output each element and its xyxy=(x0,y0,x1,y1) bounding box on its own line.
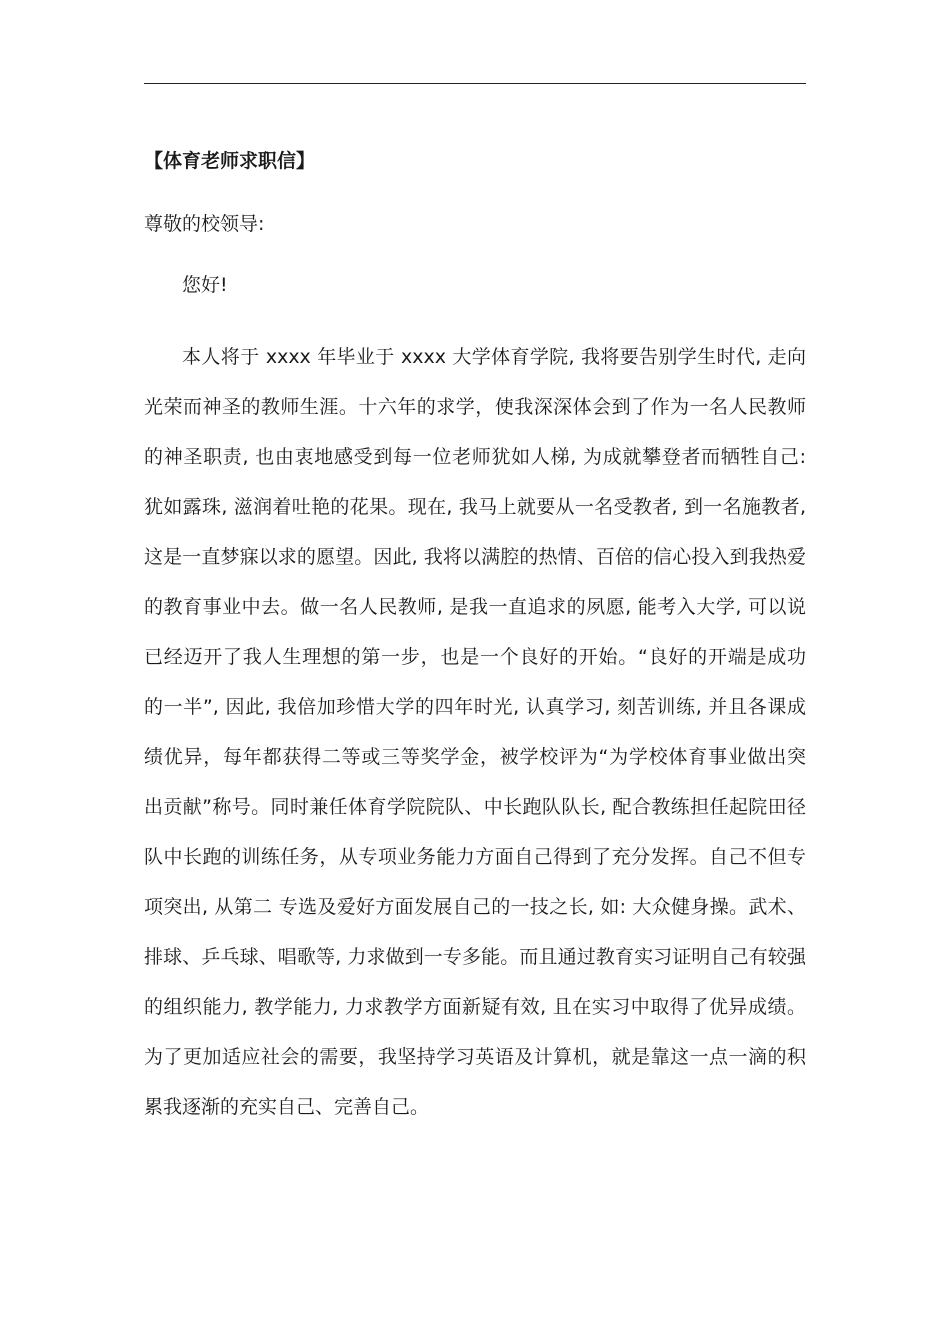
body-line: 这是一直梦寐以求的愿望。因此, 我将以满腔的热情、百倍的信心投入到我热爱 xyxy=(144,546,806,568)
body-line: 本人将于 xxxx 年毕业于 xxxx 大学体育学院, 我将要告别学生时代, 走向 xyxy=(182,346,806,368)
salutation: 尊敬的校领导: xyxy=(144,213,265,235)
body-line: 绩优异，每年都获得二等或三等奖学金，被学校评为“为学校体育事业做出突 xyxy=(144,746,806,768)
body-line: 的教育事业中去。做一名人民教师, 是我一直追求的夙愿, 能考入大学, 可以说 xyxy=(144,596,806,618)
header-rule xyxy=(144,83,806,84)
body-line: 光荣而神圣的教师生涯。十六年的求学，使我深深体会到了作为一名人民教师 xyxy=(144,396,806,418)
document-title: 【体育老师求职信】 xyxy=(144,150,316,172)
body-line: 已经迈开了我人生理想的第一步，也是一个良好的开始。“良好的开端是成功 xyxy=(144,646,806,668)
body-line: 排球、乒乓球、唱歌等, 力求做到一专多能。而且通过教育实习证明自己有较强 xyxy=(144,946,806,968)
body-line: 的神圣职责, 也由衷地感受到每一位老师犹如人梯, 为成就攀登者而牺牲自己: xyxy=(144,446,806,468)
body-line: 犹如露珠, 滋润着吐艳的花果。现在, 我马上就要从一名受教者, 到一名施教者, xyxy=(144,496,806,518)
greeting: 您好! xyxy=(182,274,228,296)
body-line: 项突出, 从第二 专选及爱好方面发展自己的一技之长, 如: 大众健身操。武术、 xyxy=(144,896,806,918)
body-line: 的组织能力, 教学能力, 力求教学方面新疑有效, 且在实习中取得了优异成绩。 xyxy=(144,996,806,1018)
body-line: 累我逐渐的充实自己、完善自己。 xyxy=(144,1096,430,1118)
body-line: 为了更加适应社会的需要，我坚持学习英语及计算机，就是靠这一点一滴的积 xyxy=(144,1046,806,1068)
letter-body xyxy=(144,332,806,1132)
body-line: 出贡献”称号。同时兼任体育学院院队、中长跑队队长, 配合教练担任起院田径 xyxy=(144,796,806,818)
body-line: 队中长跑的训练任务，从专项业务能力方面自己得到了充分发挥。自己不但专 xyxy=(144,846,806,868)
body-line: 的一半”, 因此, 我倍加珍惜大学的四年时光, 认真学习, 刻苦训练, 并且各课成 xyxy=(144,696,806,718)
